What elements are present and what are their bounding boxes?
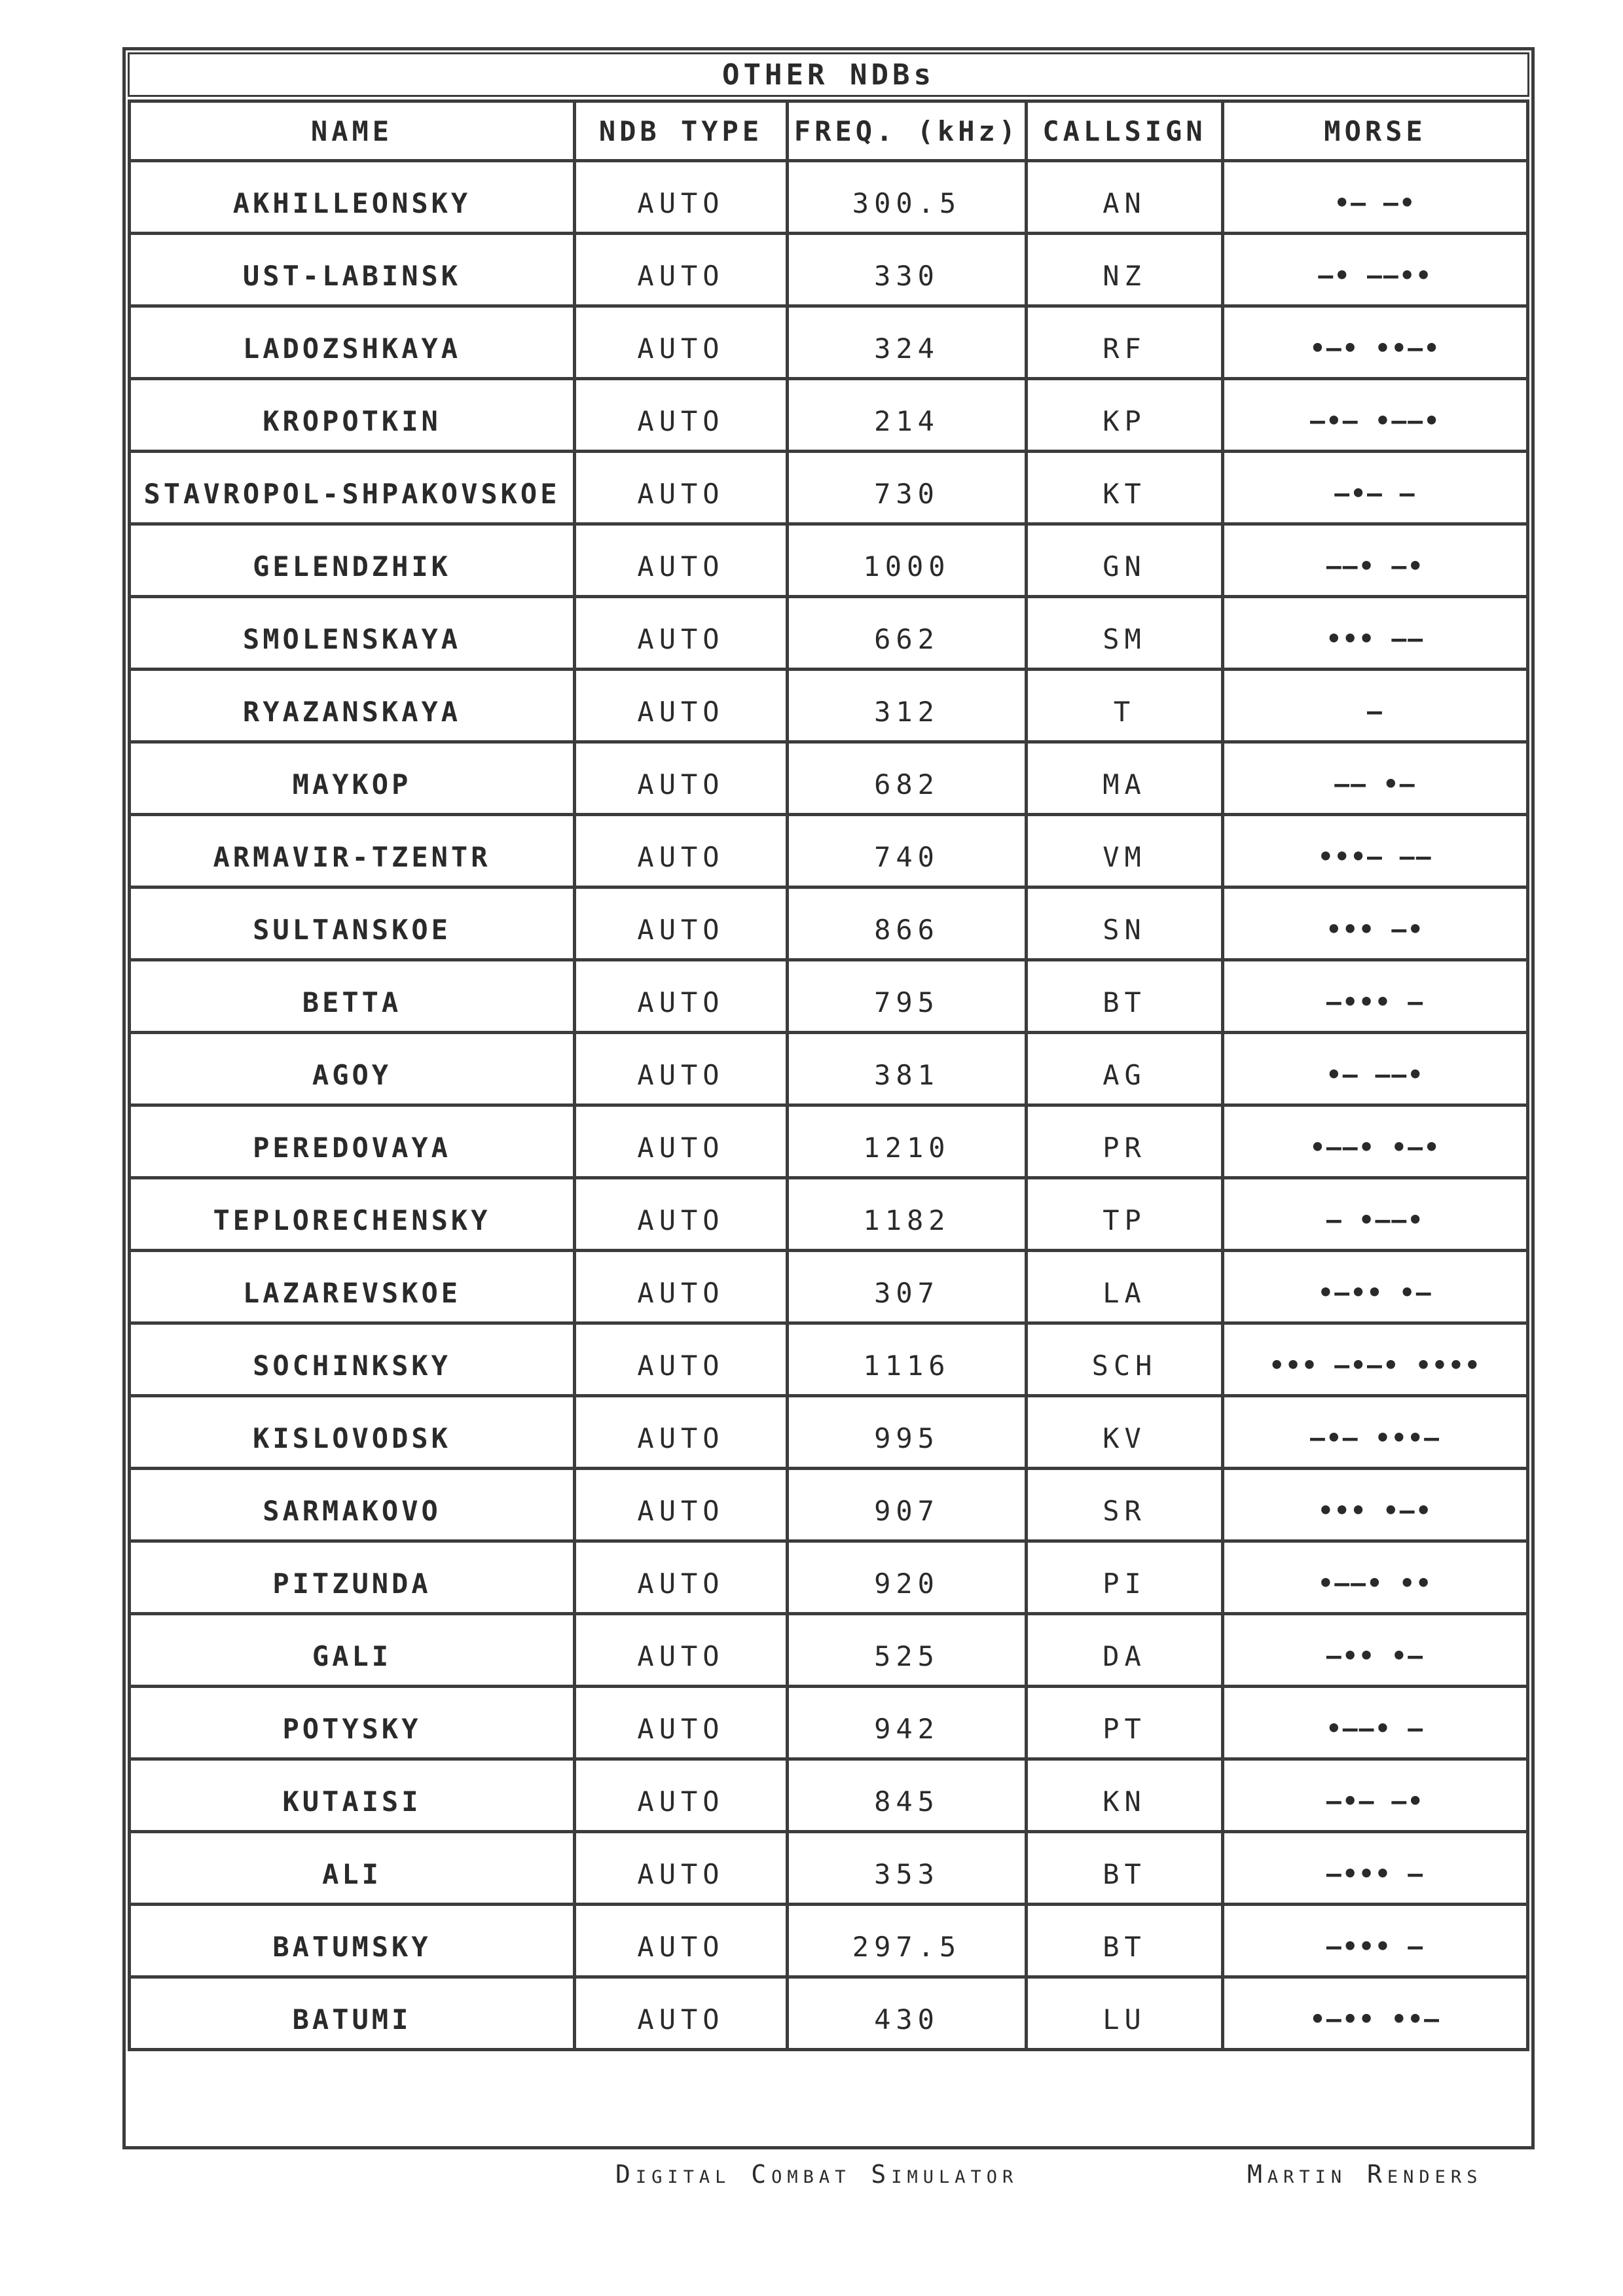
table-row [130, 524, 1528, 597]
morse-code: •––• – [1223, 1687, 1528, 1759]
frequency: 324 [788, 306, 1027, 379]
station-name: GELENDZHIK [130, 524, 575, 597]
ndb-type: AUTO [575, 524, 788, 597]
morse-code: –••• – [1223, 960, 1528, 1033]
ndb-type: AUTO [575, 815, 788, 888]
ndb-type: AUTO [575, 742, 788, 815]
table-row [130, 1251, 1528, 1323]
morse-code: •–• ••–• [1223, 306, 1528, 379]
morse-code: – •––• [1223, 1178, 1528, 1251]
frequency: 430 [788, 1977, 1027, 2050]
station-name: SMOLENSKAYA [130, 597, 575, 670]
table-row [130, 742, 1528, 815]
frequency: 1182 [788, 1178, 1027, 1251]
callsign: KT [1027, 452, 1223, 524]
ndb-type: AUTO [575, 1832, 788, 1905]
morse-code: –••• – [1223, 1905, 1528, 1977]
ndb-type: AUTO [575, 1469, 788, 1541]
frequency: 307 [788, 1251, 1027, 1323]
ndb-table [128, 99, 1529, 2051]
frequency: 740 [788, 815, 1027, 888]
station-name: AGOY [130, 1033, 575, 1105]
station-name: UST-LABINSK [130, 234, 575, 306]
table-row [130, 306, 1528, 379]
morse-code: –•– •––• [1223, 379, 1528, 452]
callsign: PI [1027, 1541, 1223, 1614]
morse-code: •– –• [1223, 161, 1528, 234]
callsign: T [1027, 670, 1223, 742]
ndb-type: AUTO [575, 452, 788, 524]
footer-right: Martin Renders [1247, 2160, 1483, 2189]
station-name: STAVROPOL-SHPAKOVSKOE [130, 452, 575, 524]
callsign: BT [1027, 1905, 1223, 1977]
morse-code: ••• –•–• •••• [1223, 1323, 1528, 1396]
table-row [130, 1323, 1528, 1396]
table-row [130, 452, 1528, 524]
station-name: PITZUNDA [130, 1541, 575, 1614]
header-row [130, 101, 1528, 161]
callsign: KV [1027, 1396, 1223, 1469]
morse-code: ••• –– [1223, 597, 1528, 670]
morse-code: ––• –• [1223, 524, 1528, 597]
station-name: SARMAKOVO [130, 1469, 575, 1541]
callsign: SN [1027, 888, 1223, 960]
callsign: LA [1027, 1251, 1223, 1323]
table-row [130, 888, 1528, 960]
station-name: SULTANSKOE [130, 888, 575, 960]
ndb-type: AUTO [575, 1033, 788, 1105]
ndb-type: AUTO [575, 1759, 788, 1832]
frequency: 662 [788, 597, 1027, 670]
ndb-type: AUTO [575, 1977, 788, 2050]
callsign: PR [1027, 1105, 1223, 1178]
callsign: PT [1027, 1687, 1223, 1759]
frequency: 1210 [788, 1105, 1027, 1178]
callsign: SCH [1027, 1323, 1223, 1396]
frequency: 1116 [788, 1323, 1027, 1396]
frequency: 795 [788, 960, 1027, 1033]
ndb-type: AUTO [575, 1178, 788, 1251]
frequency: 995 [788, 1396, 1027, 1469]
callsign: KN [1027, 1759, 1223, 1832]
morse-code: –– •– [1223, 742, 1528, 815]
callsign: SR [1027, 1469, 1223, 1541]
callsign: NZ [1027, 234, 1223, 306]
table-row [130, 1977, 1528, 2050]
station-name: PEREDOVAYA [130, 1105, 575, 1178]
ndb-type: AUTO [575, 1251, 788, 1323]
table-row [130, 1614, 1528, 1687]
station-name: KISLOVODSK [130, 1396, 575, 1469]
ndb-table-frame [122, 47, 1535, 2149]
frequency: 300.5 [788, 161, 1027, 234]
morse-code: –• ––•• [1223, 234, 1528, 306]
station-name: BETTA [130, 960, 575, 1033]
header-morse: MORSE [1223, 101, 1528, 161]
table-row [130, 1105, 1528, 1178]
morse-code: •••– –– [1223, 815, 1528, 888]
morse-code: •–•• ••– [1223, 1977, 1528, 2050]
station-name: ALI [130, 1832, 575, 1905]
callsign: AG [1027, 1033, 1223, 1105]
morse-code: –••• – [1223, 1832, 1528, 1905]
ndb-type: AUTO [575, 888, 788, 960]
callsign: MA [1027, 742, 1223, 815]
callsign: LU [1027, 1977, 1223, 2050]
frequency: 1000 [788, 524, 1027, 597]
frequency: 682 [788, 742, 1027, 815]
ndb-type: AUTO [575, 597, 788, 670]
callsign: DA [1027, 1614, 1223, 1687]
station-name: LAZAREVSKOE [130, 1251, 575, 1323]
morse-code: –•– – [1223, 452, 1528, 524]
frequency: 330 [788, 234, 1027, 306]
frequency: 920 [788, 1541, 1027, 1614]
table-row [130, 597, 1528, 670]
station-name: TEPLORECHENSKY [130, 1178, 575, 1251]
station-name: BATUMSKY [130, 1905, 575, 1977]
callsign: GN [1027, 524, 1223, 597]
station-name: GALI [130, 1614, 575, 1687]
ndb-type: AUTO [575, 306, 788, 379]
frequency: 907 [788, 1469, 1027, 1541]
frequency: 942 [788, 1687, 1027, 1759]
frequency: 845 [788, 1759, 1027, 1832]
frequency: 525 [788, 1614, 1027, 1687]
table-row [130, 960, 1528, 1033]
ndb-type: AUTO [575, 1105, 788, 1178]
morse-code: –•• •– [1223, 1614, 1528, 1687]
morse-code: •––• •• [1223, 1541, 1528, 1614]
morse-code: – [1223, 670, 1528, 742]
frequency: 353 [788, 1832, 1027, 1905]
table-row [130, 1033, 1528, 1105]
footer-left: Digital Combat Simulator [615, 2160, 1019, 2189]
morse-code: •– ––• [1223, 1033, 1528, 1105]
morse-code: ••• –• [1223, 888, 1528, 960]
table-row [130, 1687, 1528, 1759]
ndb-type: AUTO [575, 379, 788, 452]
station-name: POTYSKY [130, 1687, 575, 1759]
callsign: VM [1027, 815, 1223, 888]
station-name: AKHILLEONSKY [130, 161, 575, 234]
ndb-type: AUTO [575, 234, 788, 306]
table-row [130, 670, 1528, 742]
frequency: 381 [788, 1033, 1027, 1105]
table-row [130, 815, 1528, 888]
morse-code: •––• •–• [1223, 1105, 1528, 1178]
station-name: KROPOTKIN [130, 379, 575, 452]
station-name: RYAZANSKAYA [130, 670, 575, 742]
header-name: NAME [130, 101, 575, 161]
ndb-type: AUTO [575, 1905, 788, 1977]
ndb-type: AUTO [575, 960, 788, 1033]
morse-code: •–•• •– [1223, 1251, 1528, 1323]
station-name: MAYKOP [130, 742, 575, 815]
callsign: BT [1027, 1832, 1223, 1905]
callsign: KP [1027, 379, 1223, 452]
callsign: RF [1027, 306, 1223, 379]
table-row [130, 161, 1528, 234]
frequency: 730 [788, 452, 1027, 524]
table-row [130, 1396, 1528, 1469]
table-row [130, 1178, 1528, 1251]
table-row [130, 234, 1528, 306]
ndb-type: AUTO [575, 1323, 788, 1396]
table-title: OTHER NDBs [128, 52, 1529, 97]
table-row [130, 1759, 1528, 1832]
ndb-type: AUTO [575, 1541, 788, 1614]
station-name: BATUMI [130, 1977, 575, 2050]
station-name: LADOZSHKAYA [130, 306, 575, 379]
header-ndb-type: NDB TYPE [575, 101, 788, 161]
callsign: SM [1027, 597, 1223, 670]
callsign: BT [1027, 960, 1223, 1033]
station-name: KUTAISI [130, 1759, 575, 1832]
station-name: ARMAVIR-TZENTR [130, 815, 575, 888]
ndb-type: AUTO [575, 1614, 788, 1687]
table-row [130, 1905, 1528, 1977]
table-row [130, 379, 1528, 452]
morse-code: ••• •–• [1223, 1469, 1528, 1541]
frequency: 866 [788, 888, 1027, 960]
callsign: AN [1027, 161, 1223, 234]
morse-code: –•– –• [1223, 1759, 1528, 1832]
frequency: 297.5 [788, 1905, 1027, 1977]
frequency: 214 [788, 379, 1027, 452]
ndb-type: AUTO [575, 670, 788, 742]
table-row [130, 1541, 1528, 1614]
ndb-type: AUTO [575, 161, 788, 234]
table-row [130, 1469, 1528, 1541]
station-name: SOCHINKSKY [130, 1323, 575, 1396]
morse-code: –•– •••– [1223, 1396, 1528, 1469]
ndb-type: AUTO [575, 1396, 788, 1469]
callsign: TP [1027, 1178, 1223, 1251]
header-callsign: CALLSIGN [1027, 101, 1223, 161]
table-row [130, 1832, 1528, 1905]
ndb-type: AUTO [575, 1687, 788, 1759]
header-freq: FREQ. (kHz) [788, 101, 1027, 161]
frequency: 312 [788, 670, 1027, 742]
